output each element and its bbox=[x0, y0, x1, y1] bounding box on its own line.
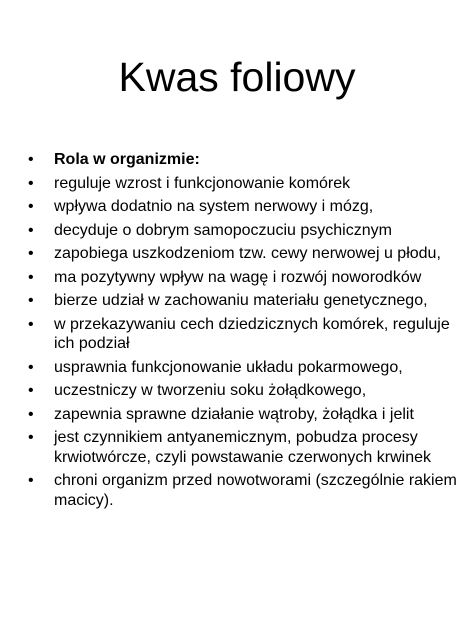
bullet-icon: • bbox=[28, 429, 34, 446]
list-item bbox=[28, 358, 458, 378]
list-item-text: wpływa dodatnio na system nerwowy i mózg, bbox=[54, 198, 374, 215]
list-item bbox=[28, 405, 458, 425]
list-item bbox=[28, 174, 458, 194]
list-item bbox=[28, 315, 458, 354]
list-item-text: zapewnia sprawne działanie wątroby, żołądka i jelit bbox=[54, 405, 414, 423]
bullet-icon: • bbox=[28, 382, 34, 399]
list-item-text: w przekazywaniu cech dziedzicznych komórek, reguluje ich podział bbox=[54, 315, 450, 352]
list-item-text: zapobiega uszkodzeniom tzw. cewy nerwowej u płodu, bbox=[54, 245, 441, 262]
list-item bbox=[28, 428, 458, 467]
list-item-text: ma pozytywny wpływ na wagę i rozwój noworodków bbox=[54, 268, 422, 286]
list-item bbox=[28, 291, 458, 311]
list-item bbox=[28, 471, 458, 510]
list-item-text: uczestniczy w tworzeniu soku żołądkowego, bbox=[54, 382, 367, 399]
bullet-icon: • bbox=[28, 221, 34, 239]
bullet-icon: • bbox=[28, 472, 34, 489]
bullet-list bbox=[28, 150, 458, 514]
bullet-icon: • bbox=[28, 245, 34, 262]
list-item-text: jest czynnikiem antyanemicznym, pobudza procesy krwiotwórcze, czyli powstawanie czerwonych krwinek bbox=[54, 429, 432, 466]
bullet-icon: • bbox=[28, 174, 34, 192]
bullet-icon: • bbox=[28, 358, 34, 376]
list-item bbox=[28, 244, 458, 264]
list-item bbox=[28, 221, 458, 241]
bullet-icon: • bbox=[28, 198, 34, 215]
bullet-icon: • bbox=[28, 151, 34, 168]
list-item bbox=[28, 197, 458, 217]
bullet-icon: • bbox=[28, 405, 34, 423]
list-item bbox=[28, 381, 458, 401]
list-item-text: Rola w organizmie: bbox=[54, 151, 200, 168]
list-item-text: chroni organizm przed nowotworami (szczególnie rakiem macicy). bbox=[54, 472, 457, 509]
list-item-text: usprawnia funkcjonowanie układu pokarmowego, bbox=[54, 358, 403, 376]
list-item-text: decyduje o dobrym samopoczuciu psychicznym bbox=[54, 221, 392, 239]
list-item-text: bierze udział w zachowaniu materiału genetycznego, bbox=[54, 292, 428, 309]
list-item-text: reguluje wzrost i funkcjonowanie komórek bbox=[54, 174, 351, 192]
bullet-icon: • bbox=[28, 292, 34, 309]
list-item bbox=[28, 268, 458, 288]
list-item bbox=[28, 150, 458, 170]
slide-title: Kwas foliowy bbox=[118, 54, 356, 100]
bullet-icon: • bbox=[28, 315, 34, 333]
bullet-icon: • bbox=[28, 268, 34, 286]
